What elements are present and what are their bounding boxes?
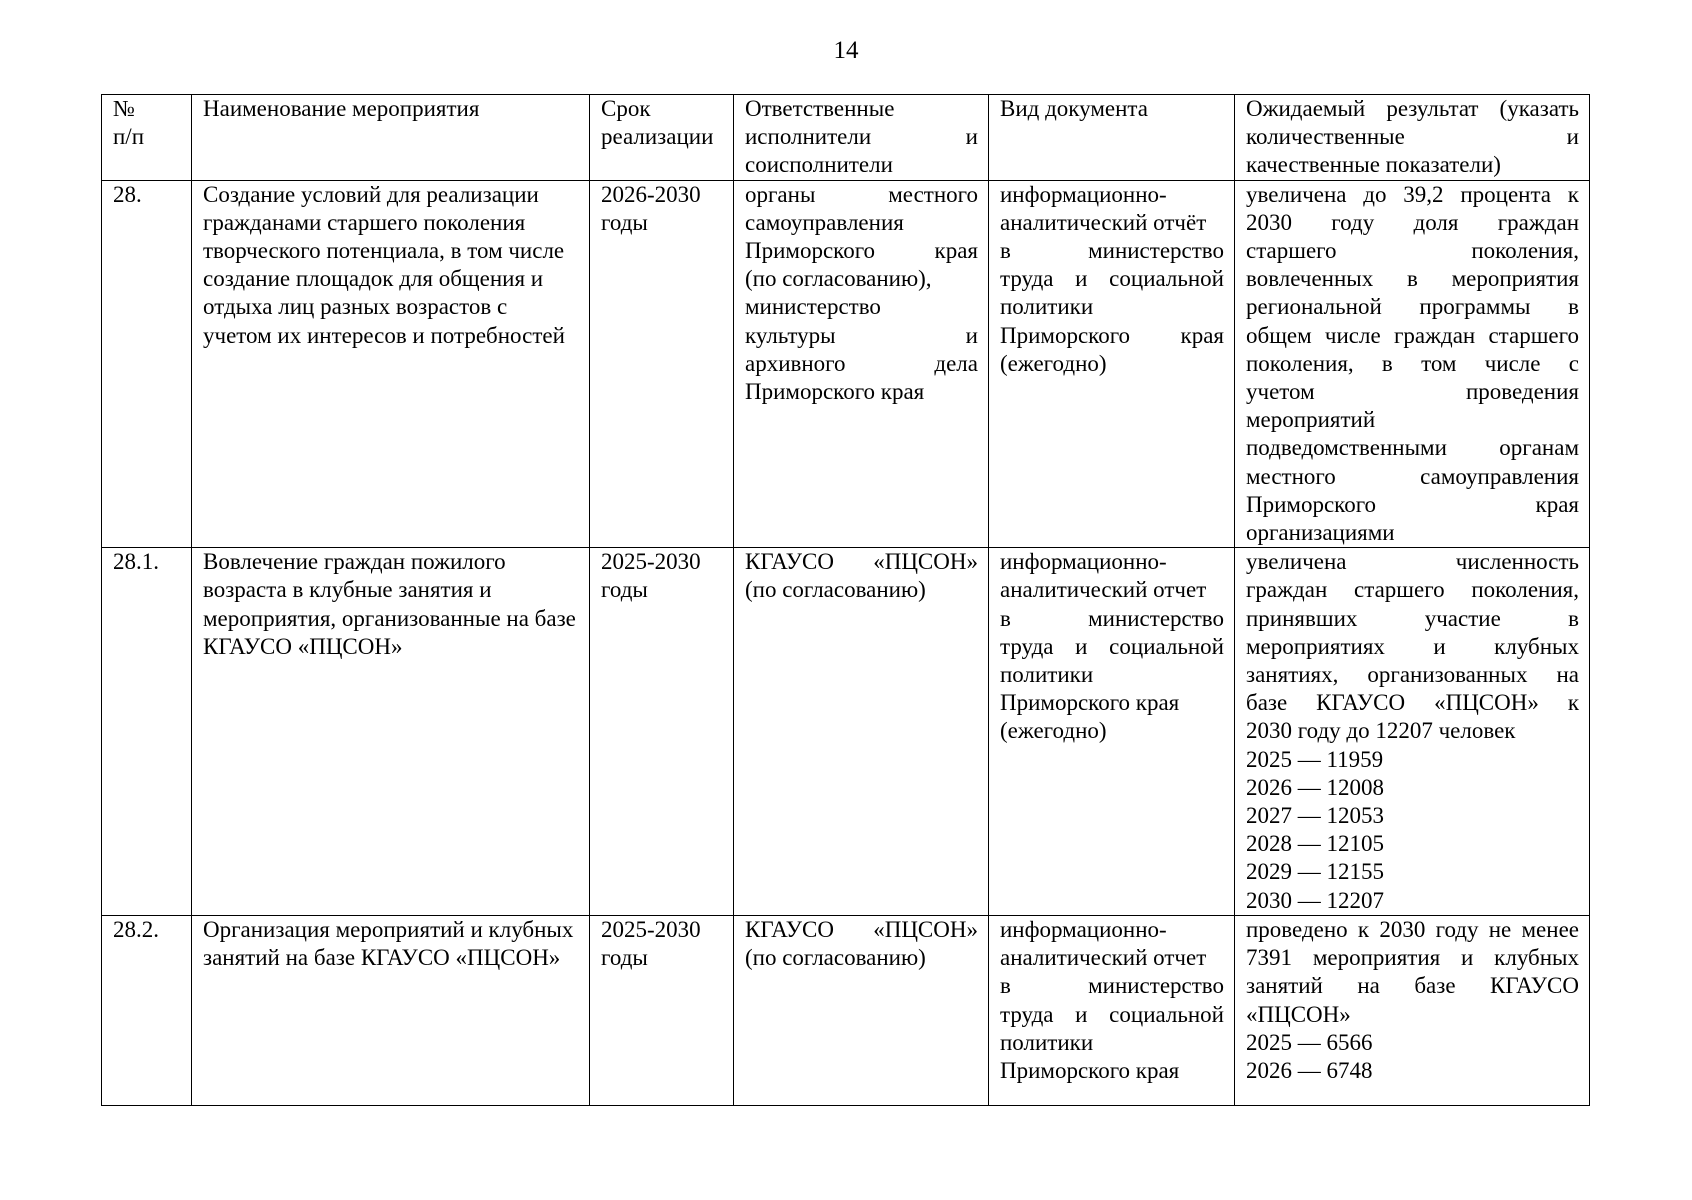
doc-type-cell: информационно- аналитический отчет в министерство труда и социальной политики Приморского края (ежегодно): [989, 548, 1235, 916]
doc-type-cell: информационно- аналитический отчет в министерство труда и социальной политики Приморского края: [989, 915, 1235, 1105]
executors-cell: органы местного самоуправления Приморского края (по согласованию), министерство культуры и архивного дела Приморского края: [734, 180, 989, 548]
table-row: [102, 915, 1590, 1105]
header-executors: Ответственные исполнители и соисполнители: [734, 95, 989, 181]
row-number: 28.1.: [102, 548, 192, 916]
table-row: [102, 180, 1590, 548]
result-cell: проведено к 2030 году не менее 7391 мероприятия и клубных занятий на базе КГАУСО «ПЦСОН» 2025 — 6566 2026 — 6748: [1235, 915, 1590, 1105]
header-doc-type: Вид документа: [989, 95, 1235, 181]
term-cell: 2025-2030 годы: [590, 548, 734, 916]
header-name: Наименование мероприятия: [192, 95, 590, 181]
term-cell: 2026-2030 годы: [590, 180, 734, 548]
header-row: [102, 95, 1590, 181]
measure-name: Создание условий для реализации гражданами старшего поколения творческого потенциала, в том числе создание площадок для общения и отдыха лиц разных возрастов с учетом их интересов и потребностей: [192, 180, 590, 548]
term-cell: 2025-2030 годы: [590, 915, 734, 1105]
measure-name: Вовлечение граждан пожилого возраста в клубные занятия и мероприятия, организованные на базе КГАУСО «ПЦСОН»: [192, 548, 590, 916]
header-term: Срок реализации: [590, 95, 734, 181]
table-row: [102, 548, 1590, 916]
executors-cell: КГАУСО «ПЦСОН» (по согласованию): [734, 548, 989, 916]
doc-type-cell: информационно- аналитический отчёт в министерство труда и социальной политики Приморского края (ежегодно): [989, 180, 1235, 548]
row-number: 28.: [102, 180, 192, 548]
page-number: 14: [833, 37, 859, 64]
measures-table: [101, 94, 1590, 1106]
measure-name: Организация мероприятий и клубных занятий на базе КГАУСО «ПЦСОН»: [192, 915, 590, 1105]
header-result: Ожидаемый результат (указать количественные и качественные показатели): [1235, 95, 1590, 181]
header-num: № п/п: [102, 95, 192, 181]
row-number: 28.2.: [102, 915, 192, 1105]
executors-cell: КГАУСО «ПЦСОН» (по согласованию): [734, 915, 989, 1105]
result-cell: увеличена до 39,2 процента к 2030 году доля граждан старшего поколения, вовлеченных в мероприятия региональной программы в общем числе граждан старшего поколения, в том числе с учетом проведения мероприятий подведомственными органам местного самоуправления Приморского края организациями: [1235, 180, 1590, 548]
result-cell: увеличена численность граждан старшего поколения, принявших участие в мероприятиях и клубных занятиях, организованных на базе КГАУСО «ПЦСОН» к 2030 году до 12207 человек 2025 — 11959 2026 — 12008 2027 — 12053 2028 — 12105 2029 — 12155 2030 — 12207: [1235, 548, 1590, 916]
